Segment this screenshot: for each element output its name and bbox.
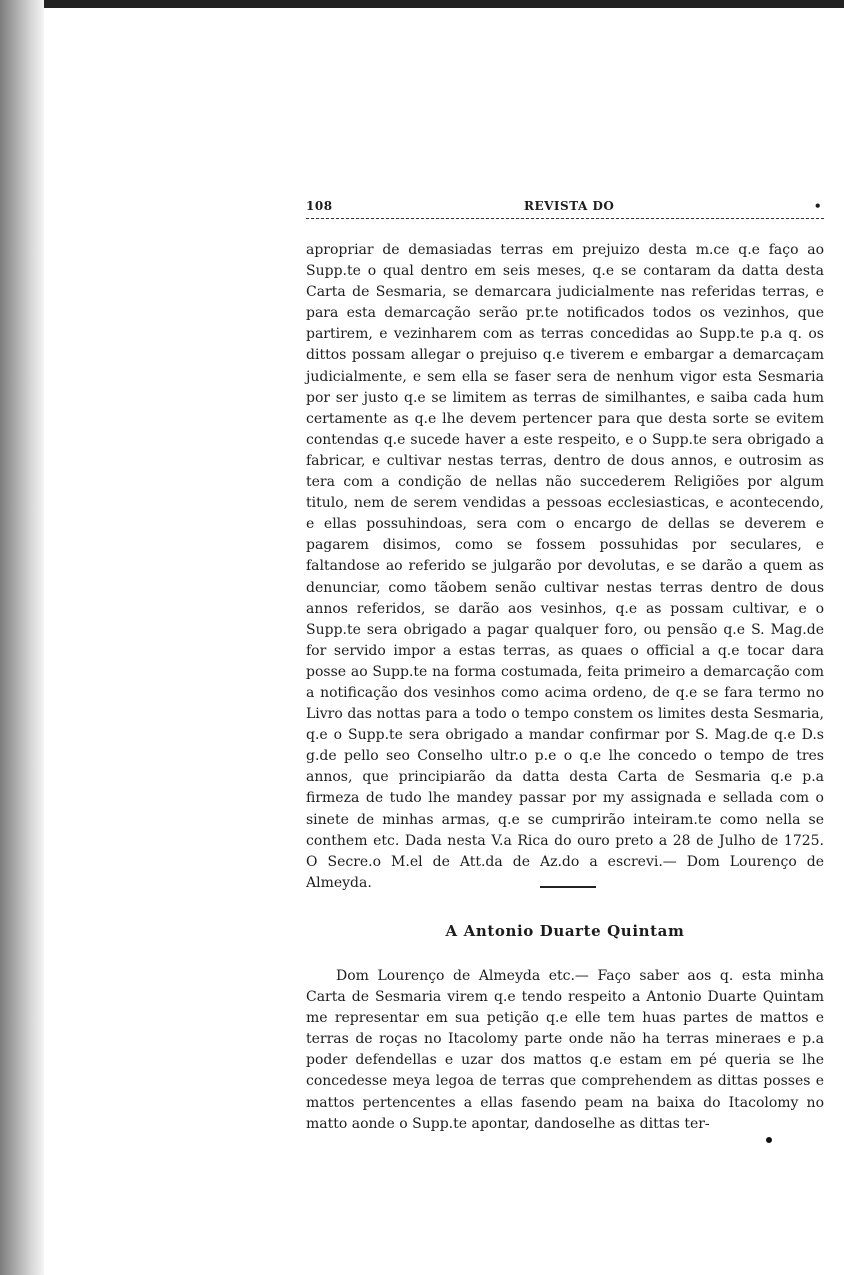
section-divider (540, 886, 596, 888)
page-number: 108 (306, 199, 333, 213)
ink-dot (766, 1137, 772, 1143)
page-header (306, 197, 824, 217)
header-rule (306, 218, 824, 219)
header-mark: • (813, 199, 822, 213)
scan-top-edge (0, 0, 844, 8)
body-paragraph-2: Dom Lourenço de Almeyda etc.— Faço saber aos q. esta minha Carta de Sesmaria virem q.e tendo respeito a Antonio Duarte Quintam me representar em sua petição q.e elle tem huas partes de mattos e terras de roças no Itacolomy parte onde não ha terras mineraes e p.a poder defendellas e uzar dos mattos q.e estam em pé queria se lhe concedesse meya legoa de terras que comprehendem as dittas posses e mattos pertencentes a ellas fasendo peam na baixa do Itacolomy no matto aonde o Supp.te apontar, dandoselhe as dittas ter- (306, 968, 824, 1132)
section-title: A Antonio Duarte Quintam (445, 922, 685, 940)
scan-left-shadow (0, 0, 44, 1275)
body-paragraph-1: apropriar de demasiadas terras em prejuizo desta m.ce q.e faço ao Supp.te o qual dentro em seis meses, q.e se contaram da datta desta Carta de Sesmaria, se demarcara judicialmente nas referidas terras, e para esta demarcação serão pr.te notificados todos os vezinhos, que partirem, e vezinharem com as terras concedidas ao Supp.te p.a q. os dittos possam allegar o prejuiso q.e tiverem e embargar a demarcaçam judicialmente, e sem ella se faser sera de nenhum vigor esta Sesmaria por ser justo q.e se limitem as terras de similhantes, e saiba cada hum certamente as q.e lhe devem pertencer para que desta sorte se evitem contendas q.e sucede haver a este respeito, e o Supp.te sera obrigado a fabricar, e cultivar nestas terras, dentro de dous annos, e outrosim as tera com a condição de nellas não succederem Religiões por algum titulo, nem de serem vendidas a pessoas ecclesiasticas, e acontecendo, e ellas possuhindoas, sera com o encargo de dellas se deverem e pagarem disimos, como se fossem possuhidas por seculares, e faltandose ao referido se julgarão por devolutas, e se darão a quem as denunciar, como tãobem senão cultivar nestas terras dentro de dous annos referidos, se darão aos vesinhos, q.e as possam cultivar, e o Supp.te sera obrigado a pagar qualquer foro, ou pensão q.e S. Mag.de for servido impor a estas terras, as quaes o official a q.e tocar dara posse ao Supp.te na forma costumada, feita primeiro a demarcação com a notificação dos vesinhos como acima ordeno, de q.e se fara termo no Livro das nottas para a todo o tempo constem os limites desta Sesmaria, q.e o Supp.te sera obrigado a mandar confirmar por S. Mag.de q.e D.s g.de pello seo Conselho ultr.o p.e o q.e lhe concedo o tempo de tres annos, que principiarão da datta desta Carta de Sesmaria q.e p.a firmeza de tudo lhe mandey passar por my assignada e sellada com o sinete de minhas armas, q.e se cumprirão inteiram.te como nella se conthem etc. Dada nesta V.a Rica do ouro preto a 28 de Julho de 1725. O Secre.o M.el de Att.da de Az.do a escrevi.— Dom Lourenço de Almeyda. (306, 242, 824, 891)
running-title: REVISTA DO (524, 199, 615, 213)
